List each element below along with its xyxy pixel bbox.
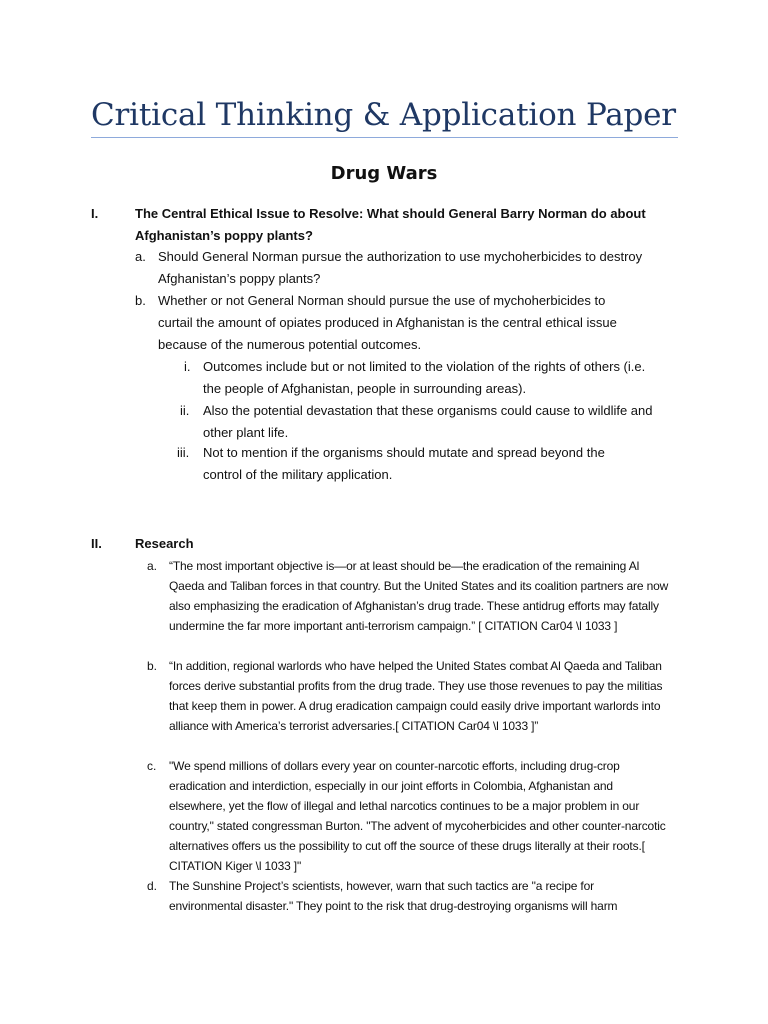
document-title: Critical Thinking & Application Paper [91, 97, 676, 133]
document-subtitle: Drug Wars [330, 163, 438, 184]
item-text: Should General Norman pursue the authorization to use mychoherbicides to destroy Afghanistan’s poppy plants? [158, 249, 643, 286]
item-marker: c. [147, 759, 157, 773]
section-2-heading: Research [135, 536, 194, 551]
item-marker: a. [135, 249, 146, 264]
subitem-text: Not to mention if the organisms should mutate and spread beyond the control of the military application. [203, 445, 605, 482]
item-text: “In addition, regional warlords who have helped the United States combat Al Qaeda and Taliban forces derive substantial profits from the drug trade. They use those revenues to pay the militias that keep them in power. A drug eradication campaign could easily drive important warlords into alliance with America’s terrorist adversaries.[ CITATION Car04 \l 1033 ]” [169, 659, 663, 733]
subitem-marker: ii. [180, 403, 190, 418]
item-text: "We spend millions of dollars every year on counter-narcotic efforts, including drug-crop eradication and interdiction, especially in our joint efforts in Colombia, Afghanistan and elsewhere, yet the flow of illegal and lethal narcotics continues to be a major problem in our country," stated congressman Burton. "The advent of mycoherbicides and other counter-narcotic alternatives offers us the possibility to cut off the source of these drugs literally at their roots.[ CITATION Kiger \l 1033 ]" [169, 759, 666, 873]
subitem-text: Outcomes include but or not limited to the violation of the rights of others (i.e. the people of Afghanistan, people in surrounding areas). [203, 359, 646, 396]
item-marker: b. [147, 659, 158, 673]
subitem-marker: iii. [177, 445, 190, 460]
subitem-marker: i. [184, 359, 191, 374]
item-marker: b. [135, 293, 146, 308]
subitem-text: Also the potential devastation that these organisms could cause to wildlife and other plant life. [203, 403, 653, 440]
item-text: The Sunshine Project’s scientists, however, warn that such tactics are "a recipe for environmental disaster." They point to the risk that drug-destroying organisms will harm [169, 879, 618, 913]
item-marker: d. [147, 879, 158, 893]
section-1-number: I. [91, 206, 99, 221]
item-text: “The most important objective is—or at least should be—the eradication of the remaining Al Qaeda and Taliban forces in that country. But the United States and its coalition partners are now also emphasizing the eradication of Afghanistan’s drug trade. These antidrug efforts may fatally undermine the far more important anti-terrorism campaign.” [ CITATION Car04 \l 1033 ] [169, 559, 669, 633]
item-text: Whether or not General Norman should pursue the use of mychoherbicides to curtail the amount of opiates produced in Afghanistan is the central ethical issue because of the numerous potential outcomes. [158, 293, 617, 352]
section-1-heading: The Central Ethical Issue to Resolve: What should General Barry Norman do about Afghanistan’s poppy plants? [135, 206, 646, 243]
item-marker: a. [147, 559, 158, 573]
section-2-number: II. [91, 536, 102, 551]
title-underline [91, 137, 678, 138]
